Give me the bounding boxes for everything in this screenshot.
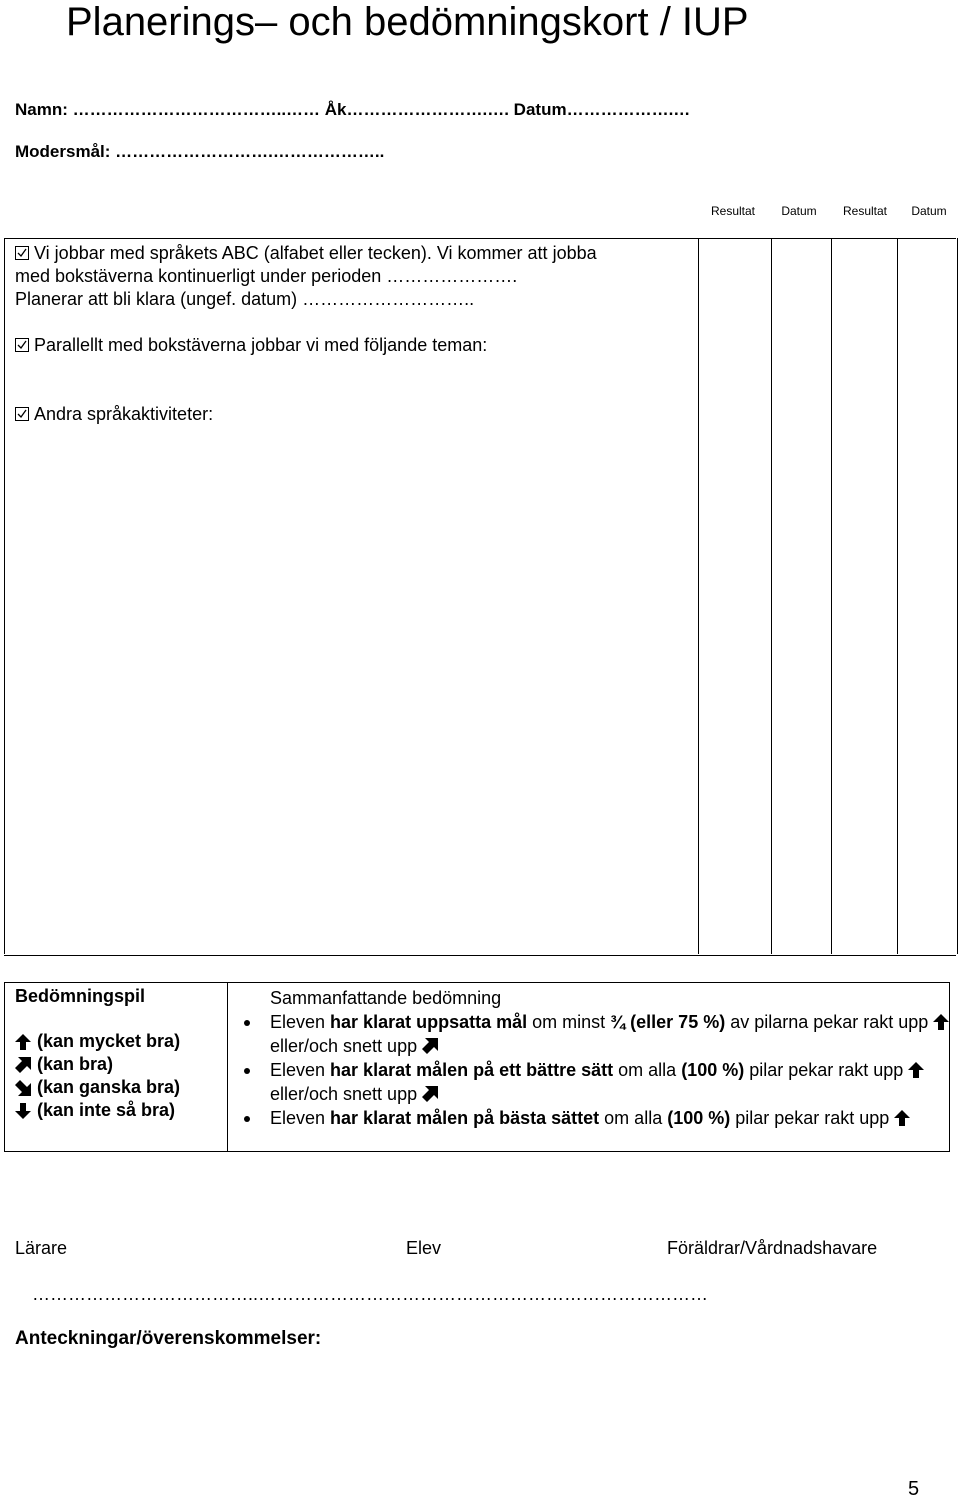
arrow-up-icon xyxy=(933,1014,949,1030)
arrow-up-icon xyxy=(15,1034,31,1050)
summary-criterion xyxy=(270,1010,950,1058)
mother-tongue-field: Modersmål: ……………………….……………….. xyxy=(15,142,385,161)
plan-item-text: med bokstäverna kontinuerligt under perioden …………………. xyxy=(15,266,518,286)
checkbox-checked-icon xyxy=(15,338,29,352)
summary-text-bold: ¾ (eller 75 %) xyxy=(610,1012,726,1032)
column-header-resultat-1: Resultat xyxy=(710,204,756,218)
plan-item-text: Planerar att bli klara (ungef. datum) ……………………….. xyxy=(15,289,475,309)
summary-list xyxy=(270,1010,950,1130)
summary-text: Eleven xyxy=(270,1060,331,1080)
legend-label: (kan bra) xyxy=(37,1054,114,1074)
legend-heading: Bedömningspil xyxy=(15,986,145,1006)
notes-label: Anteckningar/överenskommelser: xyxy=(15,1328,322,1349)
bullet-icon xyxy=(244,1068,250,1074)
plan-item-abc xyxy=(15,242,690,311)
arrow-down-icon xyxy=(15,1103,31,1119)
table-border-left xyxy=(4,238,5,954)
summary-text: om minst xyxy=(527,1012,611,1032)
plan-item-text: Andra språkaktiviteter: xyxy=(34,404,214,424)
legend-item xyxy=(15,1030,180,1053)
assessment-legend xyxy=(15,985,180,1122)
checkbox-checked-icon xyxy=(15,246,29,260)
summary-assessment xyxy=(270,986,950,1130)
signature-line: ………………………………..………………………………………………………………… xyxy=(32,1284,709,1304)
arrow-up-right-icon xyxy=(422,1086,438,1102)
legend-label: (kan inte så bra) xyxy=(37,1100,176,1120)
summary-text: pilar pekar rakt upp xyxy=(744,1060,909,1080)
name-grade-date-field: Namn: ………………………………..…… Åk…………………….…. Datum……………….… xyxy=(15,100,691,119)
assessment-divider xyxy=(227,982,228,1152)
legend-label: (kan ganska bra) xyxy=(37,1077,181,1097)
column-header-datum-2: Datum xyxy=(911,204,947,218)
signature-teacher-label: Lärare xyxy=(15,1238,68,1258)
summary-text: Eleven xyxy=(270,1108,331,1128)
column-header-resultat-2: Resultat xyxy=(842,204,888,218)
page-title: Planerings– och bedömningskort / IUP xyxy=(66,0,749,44)
summary-text: om alla xyxy=(613,1060,682,1080)
summary-text: eller/och snett upp xyxy=(270,1084,423,1104)
legend-label: (kan mycket bra) xyxy=(37,1031,181,1051)
table-border-right xyxy=(957,238,958,954)
summary-text-bold: har klarat målen på ett bättre sätt xyxy=(330,1060,614,1080)
arrow-up-right-icon xyxy=(422,1038,438,1054)
column-header-datum-1: Datum xyxy=(781,204,817,218)
summary-text-bold: (100 %) xyxy=(681,1060,745,1080)
arrow-up-icon xyxy=(908,1062,924,1078)
legend-item xyxy=(15,1053,180,1076)
summary-text: pilar pekar rakt upp xyxy=(730,1108,895,1128)
plan-item-text: Parallellt med bokstäverna jobbar vi med följande teman: xyxy=(34,335,488,355)
plan-item-themes xyxy=(15,334,487,357)
plan-item-text: Vi jobbar med språkets ABC (alfabet eller tecken). Vi kommer att jobba xyxy=(34,243,597,263)
summary-text: Eleven xyxy=(270,1012,331,1032)
summary-text-bold: har klarat uppsatta mål xyxy=(330,1012,528,1032)
arrow-up-right-icon xyxy=(15,1057,31,1073)
summary-text: om alla xyxy=(599,1108,668,1128)
arrow-down-right-icon xyxy=(15,1080,31,1096)
summary-text: eller/och snett upp xyxy=(270,1036,423,1056)
arrow-up-icon xyxy=(894,1110,910,1126)
signature-guardian-label: Föräldrar/Vårdnadshavare xyxy=(667,1238,878,1258)
table-column-divider xyxy=(831,238,832,954)
table-column-divider xyxy=(771,238,772,954)
signature-student-label: Elev xyxy=(406,1238,442,1258)
summary-text-bold: har klarat målen på bästa sättet xyxy=(330,1108,600,1128)
checkbox-checked-icon xyxy=(15,407,29,421)
page-number: 5 xyxy=(908,1478,920,1500)
table-column-divider xyxy=(698,238,699,954)
bullet-icon xyxy=(244,1116,250,1122)
bullet-icon xyxy=(244,1020,250,1026)
summary-criterion xyxy=(270,1058,950,1106)
legend-item xyxy=(15,1099,180,1122)
plan-item-activities xyxy=(15,403,213,426)
summary-text-bold: (100 %) xyxy=(667,1108,731,1128)
summary-heading: Sammanfattande bedömning xyxy=(270,988,502,1008)
summary-text: av pilarna pekar rakt upp xyxy=(725,1012,934,1032)
summary-criterion xyxy=(270,1106,950,1130)
table-column-divider xyxy=(897,238,898,954)
legend-item xyxy=(15,1076,180,1099)
